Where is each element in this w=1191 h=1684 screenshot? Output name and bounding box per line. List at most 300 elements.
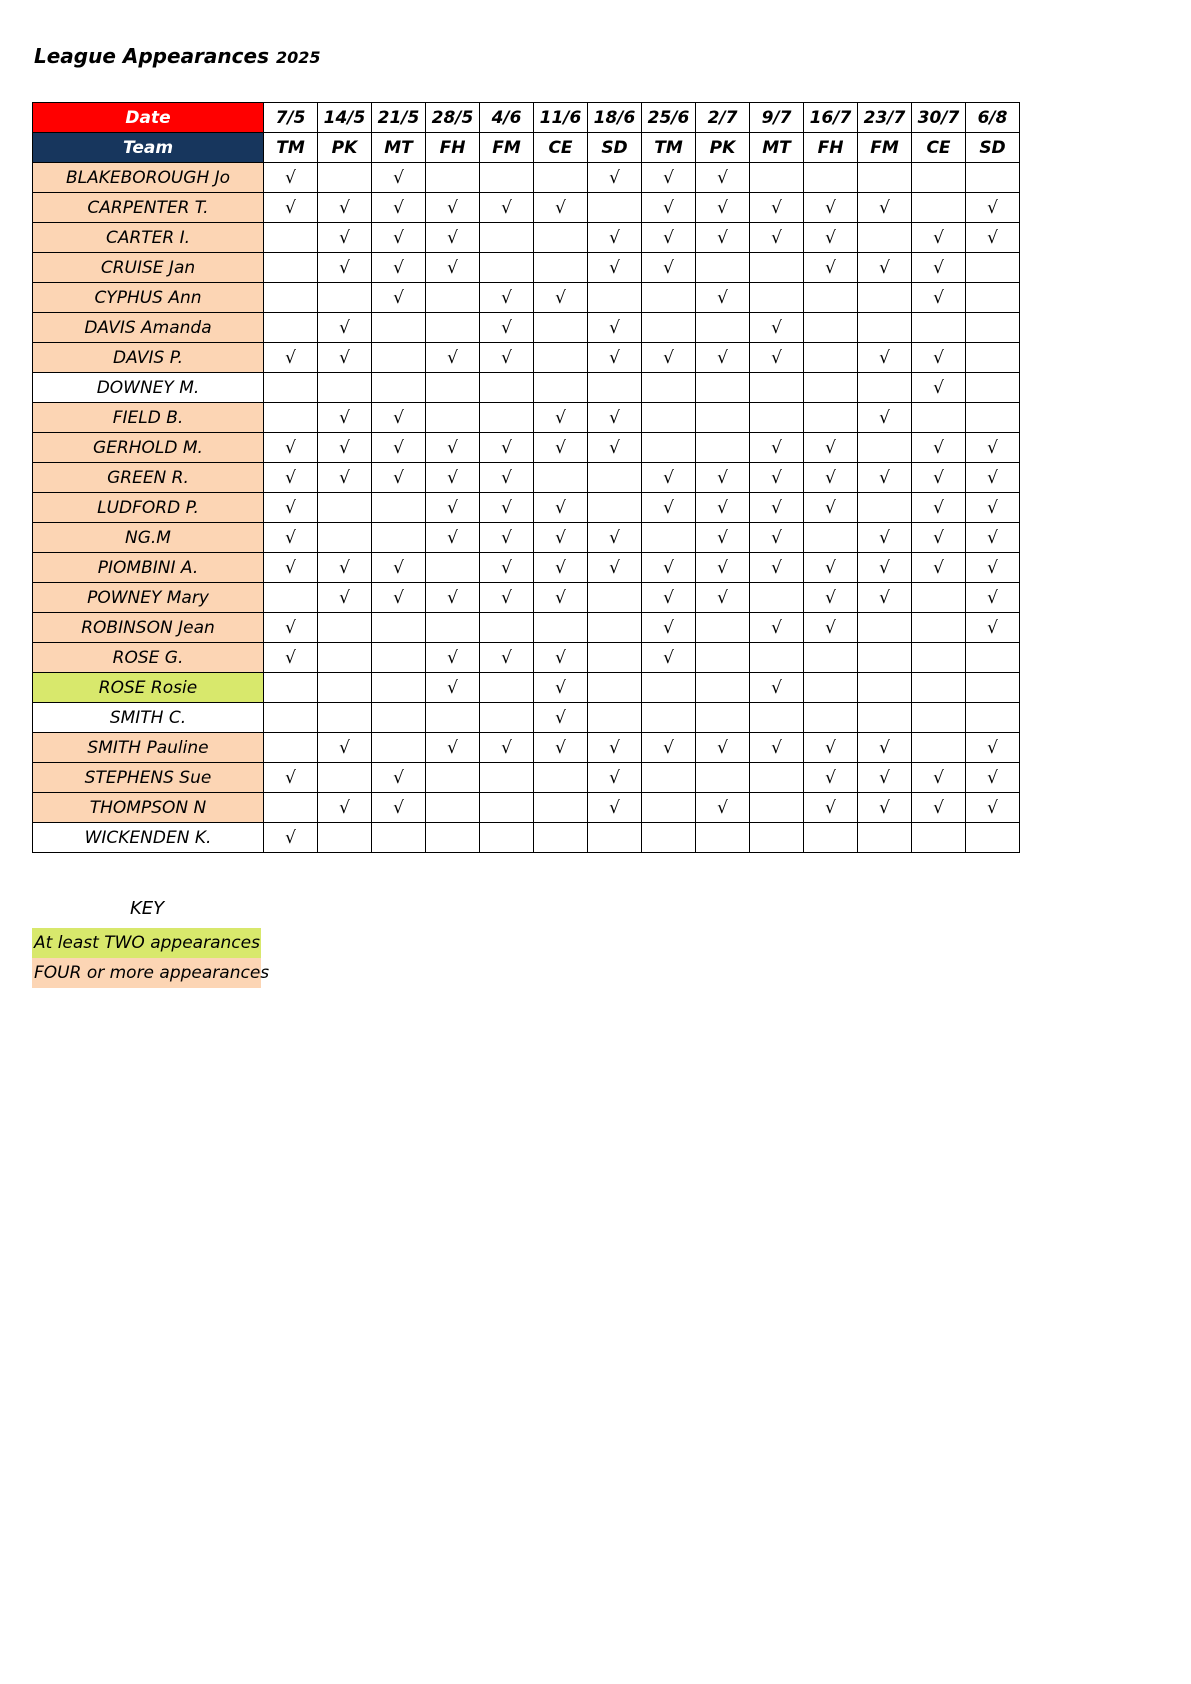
appearance-cell: √ — [642, 253, 696, 283]
appearance-cell: √ — [696, 493, 750, 523]
appearance-cell — [426, 613, 480, 643]
appearance-cell — [804, 823, 858, 853]
appearance-cell: √ — [966, 583, 1020, 613]
player-name: CARPENTER T. — [33, 193, 264, 223]
appearance-cell — [750, 163, 804, 193]
appearance-cell — [588, 643, 642, 673]
appearance-cell — [318, 673, 372, 703]
appearance-cell: √ — [588, 253, 642, 283]
appearance-cell — [966, 253, 1020, 283]
appearance-cell: √ — [318, 433, 372, 463]
appearance-cell: √ — [642, 343, 696, 373]
table-row — [33, 313, 1020, 343]
appearance-cell — [912, 703, 966, 733]
appearance-cell: √ — [696, 583, 750, 613]
appearance-cell — [858, 673, 912, 703]
table-row — [33, 613, 1020, 643]
appearance-cell — [750, 373, 804, 403]
appearance-cell: √ — [426, 223, 480, 253]
appearance-cell: √ — [912, 433, 966, 463]
appearance-cell — [642, 763, 696, 793]
appearance-cell: √ — [318, 463, 372, 493]
appearance-cell: √ — [858, 193, 912, 223]
appearance-cell: √ — [588, 793, 642, 823]
appearance-cell: √ — [480, 343, 534, 373]
appearance-cell: √ — [696, 193, 750, 223]
appearance-cell — [426, 373, 480, 403]
table-row — [33, 583, 1020, 613]
appearance-cell — [642, 823, 696, 853]
appearance-cell — [426, 403, 480, 433]
appearance-cell: √ — [804, 793, 858, 823]
appearance-cell — [426, 763, 480, 793]
date-header-cell: 14/5 — [318, 103, 372, 133]
appearance-cell: √ — [642, 493, 696, 523]
appearance-cell — [588, 493, 642, 523]
date-header-cell: 6/8 — [966, 103, 1020, 133]
appearance-cell — [912, 613, 966, 643]
appearance-cell — [696, 763, 750, 793]
appearance-cell: √ — [480, 493, 534, 523]
appearance-cell: √ — [372, 463, 426, 493]
player-name: DAVIS P. — [33, 343, 264, 373]
team-header-cell: CE — [912, 133, 966, 163]
appearance-cell: √ — [534, 493, 588, 523]
key-item: At least TWO appearances — [32, 928, 261, 958]
player-name: STEPHENS Sue — [33, 763, 264, 793]
appearance-cell: √ — [534, 673, 588, 703]
appearance-cell: √ — [318, 223, 372, 253]
player-name: LUDFORD P. — [33, 493, 264, 523]
appearance-cell — [426, 823, 480, 853]
table-row — [33, 703, 1020, 733]
appearance-cell — [804, 403, 858, 433]
appearance-cell — [264, 583, 318, 613]
appearance-cell: √ — [426, 673, 480, 703]
appearance-cell: √ — [858, 763, 912, 793]
appearance-cell: √ — [588, 343, 642, 373]
player-name: CRUISE Jan — [33, 253, 264, 283]
table-row — [33, 493, 1020, 523]
date-header-cell: 18/6 — [588, 103, 642, 133]
appearance-cell: √ — [750, 733, 804, 763]
appearance-cell: √ — [264, 553, 318, 583]
appearance-cell: √ — [480, 583, 534, 613]
appearance-cell — [912, 163, 966, 193]
appearance-cell: √ — [588, 313, 642, 343]
appearance-cell: √ — [912, 793, 966, 823]
appearance-cell — [696, 433, 750, 463]
appearance-cell — [804, 163, 858, 193]
appearance-cell: √ — [696, 343, 750, 373]
appearance-cell: √ — [858, 463, 912, 493]
player-name: SMITH Pauline — [33, 733, 264, 763]
table-row — [33, 643, 1020, 673]
appearance-cell: √ — [642, 223, 696, 253]
date-header-label: Date — [33, 103, 264, 133]
appearance-cell — [318, 163, 372, 193]
appearance-cell — [642, 703, 696, 733]
appearance-cell: √ — [912, 343, 966, 373]
appearance-cell — [696, 823, 750, 853]
appearance-cell — [588, 463, 642, 493]
appearance-cell — [966, 643, 1020, 673]
appearance-cell — [534, 313, 588, 343]
appearance-cell — [804, 643, 858, 673]
appearance-cell — [480, 163, 534, 193]
appearance-cell — [264, 283, 318, 313]
appearance-cell — [696, 643, 750, 673]
table-row — [33, 553, 1020, 583]
appearance-cell — [372, 343, 426, 373]
appearance-cell: √ — [480, 553, 534, 583]
appearance-cell — [750, 643, 804, 673]
appearance-cell — [858, 643, 912, 673]
appearance-cell — [642, 373, 696, 403]
appearance-cell: √ — [372, 403, 426, 433]
appearance-cell — [318, 283, 372, 313]
appearance-cell: √ — [588, 733, 642, 763]
table-row — [33, 193, 1020, 223]
player-name: GERHOLD M. — [33, 433, 264, 463]
appearance-cell — [642, 523, 696, 553]
appearance-cell: √ — [534, 193, 588, 223]
table-row — [33, 673, 1020, 703]
appearance-cell — [480, 373, 534, 403]
appearance-cell: √ — [534, 403, 588, 433]
appearance-cell — [318, 373, 372, 403]
appearance-cell: √ — [480, 643, 534, 673]
appearance-cell: √ — [318, 343, 372, 373]
appearance-cell — [696, 673, 750, 703]
appearance-cell: √ — [696, 163, 750, 193]
date-header-cell: 30/7 — [912, 103, 966, 133]
appearance-cell: √ — [372, 583, 426, 613]
table-row — [33, 223, 1020, 253]
appearance-cell — [318, 703, 372, 733]
appearance-cell — [804, 313, 858, 343]
appearance-cell: √ — [966, 793, 1020, 823]
appearance-cell — [426, 313, 480, 343]
appearance-cell: √ — [426, 463, 480, 493]
appearance-cell — [858, 223, 912, 253]
appearance-cell — [588, 823, 642, 853]
appearance-cell: √ — [480, 733, 534, 763]
appearance-cell — [858, 373, 912, 403]
appearance-cell: √ — [804, 223, 858, 253]
appearance-cell: √ — [264, 463, 318, 493]
appearance-cell: √ — [372, 223, 426, 253]
appearance-cell: √ — [750, 193, 804, 223]
appearance-cell — [318, 613, 372, 643]
date-header-cell: 11/6 — [534, 103, 588, 133]
appearance-cell: √ — [912, 463, 966, 493]
appearance-cell — [480, 613, 534, 643]
appearance-cell: √ — [750, 313, 804, 343]
appearance-cell — [264, 793, 318, 823]
appearance-cell — [858, 433, 912, 463]
appearance-cell: √ — [534, 733, 588, 763]
player-name: WICKENDEN K. — [33, 823, 264, 853]
appearance-cell — [264, 673, 318, 703]
appearance-cell: √ — [966, 523, 1020, 553]
appearance-cell: √ — [912, 493, 966, 523]
appearance-cell — [696, 613, 750, 643]
appearance-cell: √ — [858, 553, 912, 583]
team-header-cell: FH — [426, 133, 480, 163]
appearance-cell — [534, 613, 588, 643]
table-row — [33, 343, 1020, 373]
appearance-cell — [966, 403, 1020, 433]
appearance-cell: √ — [912, 763, 966, 793]
player-name: CARTER I. — [33, 223, 264, 253]
appearance-cell: √ — [804, 493, 858, 523]
appearance-cell: √ — [372, 163, 426, 193]
appearance-cell — [642, 793, 696, 823]
appearance-cell — [480, 223, 534, 253]
appearance-cell: √ — [480, 463, 534, 493]
appearance-cell — [534, 463, 588, 493]
appearance-cell: √ — [642, 553, 696, 583]
appearance-cell — [372, 523, 426, 553]
appearance-cell: √ — [966, 223, 1020, 253]
appearance-cell — [966, 823, 1020, 853]
appearance-cell: √ — [264, 643, 318, 673]
table-row — [33, 733, 1020, 763]
appearance-cell — [318, 643, 372, 673]
appearance-cell — [372, 313, 426, 343]
team-header-cell: MT — [750, 133, 804, 163]
date-header-row — [33, 103, 1020, 133]
player-name: BLAKEBOROUGH Jo — [33, 163, 264, 193]
player-name: NG.M — [33, 523, 264, 553]
date-header-cell: 28/5 — [426, 103, 480, 133]
appearance-cell — [966, 283, 1020, 313]
appearance-cell: √ — [804, 763, 858, 793]
appearance-cell — [264, 223, 318, 253]
appearance-cell: √ — [264, 613, 318, 643]
appearance-cell: √ — [480, 523, 534, 553]
appearance-cell — [318, 493, 372, 523]
date-header-cell: 21/5 — [372, 103, 426, 133]
appearance-cell: √ — [804, 613, 858, 643]
appearance-cell: √ — [588, 403, 642, 433]
player-name: ROBINSON Jean — [33, 613, 264, 643]
key-title: KEY — [130, 898, 165, 919]
player-name: DAVIS Amanda — [33, 313, 264, 343]
appearance-cell: √ — [858, 583, 912, 613]
appearance-cell: √ — [750, 223, 804, 253]
appearance-cell: √ — [264, 823, 318, 853]
appearance-cell: √ — [534, 583, 588, 613]
appearance-cell — [588, 703, 642, 733]
team-header-cell: SD — [588, 133, 642, 163]
appearance-cell — [858, 283, 912, 313]
appearance-cell: √ — [696, 523, 750, 553]
appearance-cell — [966, 343, 1020, 373]
appearance-cell — [642, 673, 696, 703]
appearance-cell — [588, 613, 642, 643]
appearance-cell — [804, 373, 858, 403]
appearance-cell: √ — [426, 433, 480, 463]
appearance-cell — [912, 583, 966, 613]
appearance-cell — [858, 163, 912, 193]
appearance-cell: √ — [426, 343, 480, 373]
appearance-cell — [264, 253, 318, 283]
team-header-label: Team — [33, 133, 264, 163]
appearance-cell: √ — [480, 283, 534, 313]
appearance-cell: √ — [750, 673, 804, 703]
table-row — [33, 463, 1020, 493]
appearance-cell: √ — [318, 793, 372, 823]
appearance-cell — [750, 703, 804, 733]
table-row — [33, 283, 1020, 313]
appearance-cell — [426, 283, 480, 313]
team-header-cell: FM — [858, 133, 912, 163]
appearance-cell: √ — [696, 553, 750, 583]
appearance-cell — [426, 553, 480, 583]
appearance-cell — [966, 703, 1020, 733]
table-row — [33, 763, 1020, 793]
appearance-cell: √ — [534, 553, 588, 583]
appearance-cell: √ — [750, 433, 804, 463]
appearance-cell — [804, 703, 858, 733]
appearance-cell — [534, 163, 588, 193]
appearance-cell: √ — [858, 403, 912, 433]
appearance-cell — [264, 373, 318, 403]
page-title: League Appearances — [34, 44, 269, 68]
appearance-cell: √ — [534, 433, 588, 463]
date-header-cell: 25/6 — [642, 103, 696, 133]
appearance-cell — [966, 163, 1020, 193]
player-name: THOMPSON N — [33, 793, 264, 823]
appearance-cell: √ — [264, 193, 318, 223]
appearance-cell — [858, 613, 912, 643]
appearance-cell: √ — [318, 403, 372, 433]
table-row — [33, 403, 1020, 433]
date-header-cell: 9/7 — [750, 103, 804, 133]
appearance-cell: √ — [966, 463, 1020, 493]
appearance-cell: √ — [912, 373, 966, 403]
appearance-cell: √ — [750, 523, 804, 553]
appearance-cell — [912, 673, 966, 703]
appearance-cell: √ — [264, 163, 318, 193]
appearance-cell — [534, 823, 588, 853]
appearance-cell: √ — [588, 553, 642, 583]
appearance-cell: √ — [696, 223, 750, 253]
team-header-cell: PK — [696, 133, 750, 163]
appearance-cell: √ — [588, 163, 642, 193]
appearance-cell — [588, 283, 642, 313]
appearance-cell — [696, 703, 750, 733]
appearance-cell — [534, 793, 588, 823]
appearance-cell: √ — [426, 193, 480, 223]
date-header-cell: 23/7 — [858, 103, 912, 133]
appearance-cell: √ — [966, 193, 1020, 223]
appearance-cell — [264, 703, 318, 733]
date-header-cell: 7/5 — [264, 103, 318, 133]
appearance-cell — [912, 403, 966, 433]
appearance-cell — [426, 793, 480, 823]
player-name: CYPHUS Ann — [33, 283, 264, 313]
appearance-cell: √ — [588, 223, 642, 253]
team-header-cell: TM — [264, 133, 318, 163]
appearance-cell — [318, 763, 372, 793]
table-row — [33, 793, 1020, 823]
appearance-cell: √ — [534, 523, 588, 553]
appearance-cell — [858, 313, 912, 343]
appearance-cell — [426, 163, 480, 193]
appearance-cell: √ — [264, 493, 318, 523]
appearance-cell — [534, 373, 588, 403]
player-name: ROSE G. — [33, 643, 264, 673]
appearance-cell — [804, 523, 858, 553]
appearance-cell: √ — [912, 553, 966, 583]
appearance-cell: √ — [750, 613, 804, 643]
appearance-cell — [426, 703, 480, 733]
appearance-cell — [642, 283, 696, 313]
appearance-cell: √ — [318, 583, 372, 613]
appearance-cell: √ — [696, 733, 750, 763]
appearance-cell — [642, 403, 696, 433]
appearance-cell: √ — [804, 253, 858, 283]
appearance-cell: √ — [372, 253, 426, 283]
appearance-cell — [804, 343, 858, 373]
appearance-cell: √ — [858, 793, 912, 823]
appearance-cell — [480, 673, 534, 703]
team-header-cell: FM — [480, 133, 534, 163]
appearance-cell: √ — [372, 433, 426, 463]
appearance-cell: √ — [318, 553, 372, 583]
appearance-cell — [480, 793, 534, 823]
date-header-cell: 2/7 — [696, 103, 750, 133]
appearance-cell — [642, 313, 696, 343]
appearance-cell: √ — [372, 793, 426, 823]
appearance-cell: √ — [912, 523, 966, 553]
appearance-cell — [858, 493, 912, 523]
appearance-cell — [912, 313, 966, 343]
table-row — [33, 163, 1020, 193]
appearance-cell: √ — [426, 583, 480, 613]
appearance-cell: √ — [588, 523, 642, 553]
appearance-cell — [966, 313, 1020, 343]
appearance-cell — [372, 493, 426, 523]
appearance-cell — [372, 703, 426, 733]
appearance-cell: √ — [858, 523, 912, 553]
appearance-cell: √ — [588, 763, 642, 793]
appearance-cell: √ — [804, 463, 858, 493]
team-header-cell: SD — [966, 133, 1020, 163]
appearance-cell: √ — [264, 523, 318, 553]
appearance-cell: √ — [318, 253, 372, 283]
appearance-cell — [804, 283, 858, 313]
appearance-cell: √ — [696, 793, 750, 823]
appearance-cell: √ — [426, 733, 480, 763]
appearance-cell: √ — [426, 643, 480, 673]
player-name: PIOMBINI A. — [33, 553, 264, 583]
appearance-cell — [696, 373, 750, 403]
appearance-cell: √ — [534, 283, 588, 313]
appearance-cell — [480, 763, 534, 793]
appearance-cell — [804, 673, 858, 703]
team-header-cell: PK — [318, 133, 372, 163]
appearance-cell — [588, 193, 642, 223]
appearance-cell: √ — [858, 733, 912, 763]
appearance-cell: √ — [966, 493, 1020, 523]
appearance-cell — [480, 703, 534, 733]
appearance-cell: √ — [858, 253, 912, 283]
table-row — [33, 253, 1020, 283]
